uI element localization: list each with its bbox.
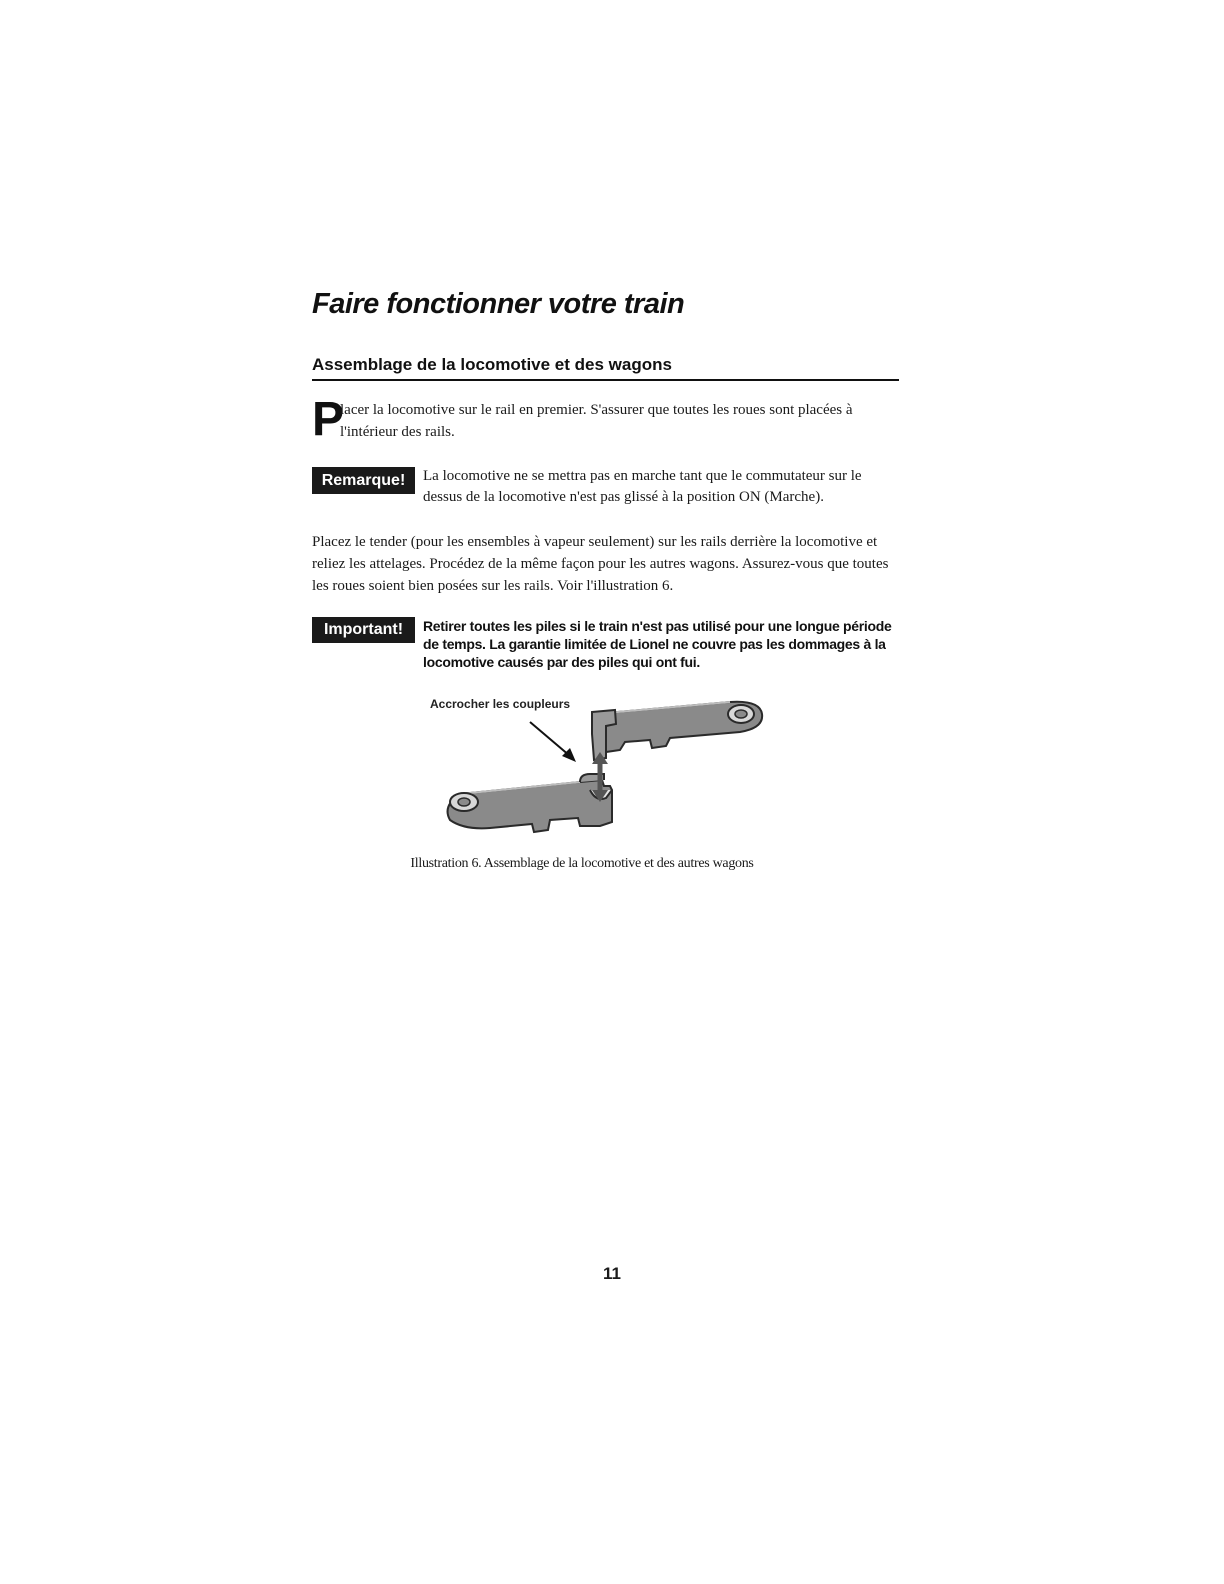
remarque-text: La locomotive ne se mettra pas en marche tant que le commutateur sur le dessus de la locomotive n'est pas glissé à la position ON (Marche). xyxy=(423,468,862,505)
remarque-label: Remarque! xyxy=(312,467,415,494)
tender-paragraph: Placez le tender (pour les ensembles à vapeur seulement) sur les rails derrière la locomotive et reliez les attelages. Procédez de la même façon pour les autres wagons. Assurez-vous que toutes les roues soient bien posées sur les rails. Voir l'illustration 6. xyxy=(312,534,889,594)
important-text: Retirer toutes les piles si le train n'est pas utilisé pour une longue période de temps. La garantie limitée de Lionel ne couvre pas les dommages à la locomotive causés par des piles qui ont fui. xyxy=(423,618,892,670)
figure-callout: Accrocher les coupleurs xyxy=(430,697,571,711)
page-number: 11 xyxy=(603,1264,621,1283)
important-label: Important! xyxy=(312,617,415,643)
drop-cap: P xyxy=(312,393,345,446)
coupler-illustration xyxy=(430,690,790,840)
page-title: Faire fonctionner votre train xyxy=(312,288,685,320)
callout-arrow xyxy=(530,722,576,762)
section-heading: Assemblage de la locomotive et des wagons xyxy=(312,355,672,374)
section-divider xyxy=(312,379,899,381)
lower-coupler xyxy=(448,774,612,832)
figure-caption: Illustration 6. Assemblage de la locomotive et des autres wagons xyxy=(410,856,754,871)
upper-coupler xyxy=(592,702,762,760)
intro-paragraph: lacer la locomotive sur le rail en premier. S'assurer que toutes les roues sont placées à l'intérieur des rails. xyxy=(340,402,853,440)
